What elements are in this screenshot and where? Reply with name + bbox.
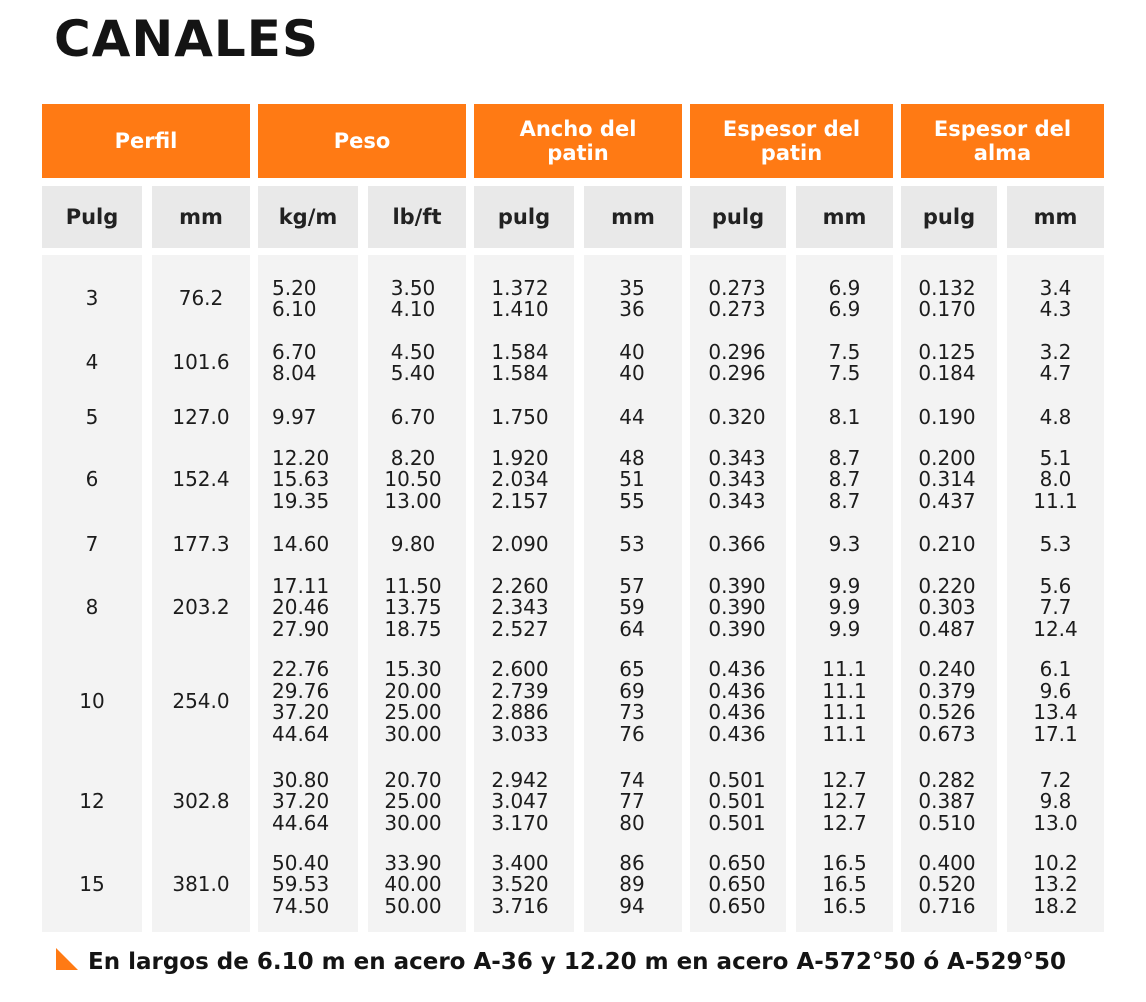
group-header-ancho-patin: Ancho del patin	[474, 104, 682, 178]
table-cell-ea-pulg: 0.190	[918, 405, 976, 430]
unit-header-espesor-patin-pulg: pulg	[690, 186, 786, 248]
table-cell-pulg: 12	[79, 789, 105, 814]
table-cell-ep-pulg: 0.343 0.343 0.343	[708, 445, 766, 513]
table-cell-kgm: 50.40 59.53 74.50	[272, 850, 330, 918]
unit-header-espesor-alma-pulg: pulg	[901, 186, 997, 248]
table-cell-kgm: 6.70 8.04	[272, 339, 317, 385]
table-cell-ea-mm: 4.8	[1039, 405, 1072, 430]
table-cell-lbft: 33.90 40.00 50.00	[384, 850, 442, 918]
table-cell-ep-mm: 16.5 16.5 16.5	[822, 850, 867, 918]
table-cell-mm: 76.2	[178, 286, 224, 311]
table-cell-ancho-mm: 65 69 73 76	[619, 657, 645, 746]
table-cell-ea-pulg: 0.132 0.170	[918, 275, 976, 321]
table-cell-ancho-mm: 48 51 55	[619, 445, 645, 513]
table-cell-mm: 127.0	[172, 405, 230, 430]
table-cell-kgm: 17.11 20.46 27.90	[272, 573, 330, 641]
table-cell-mm: 177.3	[172, 532, 230, 557]
table-cell-ea-pulg: 0.200 0.314 0.437	[918, 445, 976, 513]
table-cell-ea-pulg: 0.210	[918, 532, 976, 557]
unit-header-ancho-pulg: pulg	[474, 186, 574, 248]
unit-header-espesor-patin-mm: mm	[796, 186, 893, 248]
table-cell-lbft: 9.80	[390, 532, 436, 557]
table-cell-ep-mm: 12.7 12.7 12.7	[822, 767, 867, 835]
table-cell-ancho-pulg: 2.600 2.739 2.886 3.033	[491, 657, 549, 746]
table-cell-ancho-mm: 44	[619, 405, 645, 430]
table-cell-ancho-pulg: 1.920 2.034 2.157	[491, 445, 549, 513]
table-cell-ea-pulg: 0.282 0.387 0.510	[918, 767, 976, 835]
table-cell-ep-pulg: 0.436 0.436 0.436 0.436	[708, 657, 766, 746]
group-header-espesor-alma: Espesor del alma	[901, 104, 1104, 178]
table-cell-ep-pulg: 0.390 0.390 0.390	[708, 573, 766, 641]
table-cell-lbft: 4.50 5.40	[390, 339, 436, 385]
table-cell-mm: 101.6	[172, 350, 230, 375]
table-cell-mm: 381.0	[172, 872, 230, 897]
table-cell-pulg: 6	[85, 467, 99, 492]
table-cell-kgm: 22.76 29.76 37.20 44.64	[272, 657, 330, 746]
unit-header-peso-kgm: kg/m	[258, 186, 358, 248]
table-cell-ea-mm: 3.2 4.7	[1039, 339, 1072, 385]
table-cell-ea-mm: 5.1 8.0 11.1	[1033, 445, 1078, 513]
table-cell-ancho-mm: 35 36	[619, 275, 645, 321]
group-header-perfil: Perfil	[42, 104, 250, 178]
table-cell-mm: 152.4	[172, 467, 230, 492]
unit-header-peso-lbft: lb/ft	[368, 186, 466, 248]
table-cell-ep-mm: 8.7 8.7 8.7	[828, 445, 861, 513]
table-cell-kgm: 12.20 15.63 19.35	[272, 445, 330, 513]
page-title: CANALES	[54, 10, 319, 68]
table-cell-pulg: 15	[79, 872, 105, 897]
table-cell-pulg: 4	[85, 350, 99, 375]
table-cell-ep-pulg: 0.296 0.296	[708, 339, 766, 385]
table-cell-ancho-pulg: 1.372 1.410	[491, 275, 549, 321]
table-cell-ea-mm: 5.3	[1039, 532, 1072, 557]
table-cell-ancho-pulg: 1.750	[491, 405, 549, 430]
table-cell-ep-mm: 8.1	[828, 405, 861, 430]
footer-note	[56, 942, 1136, 982]
table-cell-ea-mm: 3.4 4.3	[1039, 275, 1072, 321]
table-cell-ancho-pulg: 1.584 1.584	[491, 339, 549, 385]
table-cell-lbft: 20.70 25.00 30.00	[384, 767, 442, 835]
footer-text: En largos de 6.10 m en acero A-36 y 12.20 m en acero A-572°50 ó A-529°50	[88, 949, 1067, 975]
unit-header-perfil-mm: mm	[152, 186, 250, 248]
table-cell-kgm: 14.60	[272, 532, 330, 557]
table-cell-mm: 203.2	[172, 595, 230, 620]
table-cell-ea-pulg: 0.220 0.303 0.487	[918, 573, 976, 641]
table-cell-mm: 302.8	[172, 789, 230, 814]
triangle-bullet-icon	[56, 948, 78, 970]
table-cell-ea-pulg: 0.400 0.520 0.716	[918, 850, 976, 918]
table-cell-kgm: 30.80 37.20 44.64	[272, 767, 330, 835]
table-cell-ancho-mm: 57 59 64	[619, 573, 645, 641]
table-cell-kgm: 9.97	[272, 405, 317, 430]
table-cell-ep-pulg: 0.273 0.273	[708, 275, 766, 321]
table-cell-ep-pulg: 0.501 0.501 0.501	[708, 767, 766, 835]
table-cell-pulg: 5	[85, 405, 99, 430]
table-cell-ep-mm: 11.1 11.1 11.1 11.1	[822, 657, 867, 746]
table-cell-ea-pulg: 0.125 0.184	[918, 339, 976, 385]
table-cell-ep-mm: 9.3	[828, 532, 861, 557]
unit-header-ancho-mm: mm	[584, 186, 682, 248]
group-header-peso: Peso	[258, 104, 466, 178]
table-cell-ea-pulg: 0.240 0.379 0.526 0.673	[918, 657, 976, 746]
table-cell-ep-pulg: 0.320	[708, 405, 766, 430]
table-cell-ancho-mm: 86 89 94	[619, 850, 645, 918]
table-cell-lbft: 15.30 20.00 25.00 30.00	[384, 657, 442, 746]
table-cell-lbft: 11.50 13.75 18.75	[384, 573, 442, 641]
table-cell-ea-mm: 7.2 9.8 13.0	[1033, 767, 1078, 835]
unit-header-perfil-pulg: Pulg	[42, 186, 142, 248]
table-cell-lbft: 8.20 10.50 13.00	[384, 445, 442, 513]
table-cell-pulg: 10	[79, 689, 105, 714]
table-cell-ancho-mm: 53	[619, 532, 645, 557]
table-cell-ep-pulg: 0.650 0.650 0.650	[708, 850, 766, 918]
table-cell-lbft: 3.50 4.10	[390, 275, 436, 321]
table-cell-ancho-mm: 74 77 80	[619, 767, 645, 835]
table-cell-lbft: 6.70	[390, 405, 436, 430]
table-cell-ea-mm: 10.2 13.2 18.2	[1033, 850, 1078, 918]
table-cell-pulg: 8	[85, 595, 99, 620]
table-cell-pulg: 3	[85, 286, 99, 311]
table-cell-ancho-pulg: 3.400 3.520 3.716	[491, 850, 549, 918]
table-cell-ancho-pulg: 2.260 2.343 2.527	[491, 573, 549, 641]
unit-header-espesor-alma-mm: mm	[1007, 186, 1104, 248]
table-cell-ancho-pulg: 2.090	[491, 532, 549, 557]
table-cell-pulg: 7	[85, 532, 99, 557]
table-cell-kgm: 5.20 6.10	[272, 275, 317, 321]
table-cell-mm: 254.0	[172, 689, 230, 714]
group-header-espesor-patin: Espesor del patin	[690, 104, 893, 178]
table-cell-ep-mm: 7.5 7.5	[828, 339, 861, 385]
table-cell-ea-mm: 5.6 7.7 12.4	[1033, 573, 1078, 641]
table-cell-ep-mm: 9.9 9.9 9.9	[828, 573, 861, 641]
table-cell-ancho-mm: 40 40	[619, 339, 645, 385]
table-cell-ep-pulg: 0.366	[708, 532, 766, 557]
table-cell-ancho-pulg: 2.942 3.047 3.170	[491, 767, 549, 835]
table-cell-ea-mm: 6.1 9.6 13.4 17.1	[1033, 657, 1078, 746]
table-cell-ep-mm: 6.9 6.9	[828, 275, 861, 321]
